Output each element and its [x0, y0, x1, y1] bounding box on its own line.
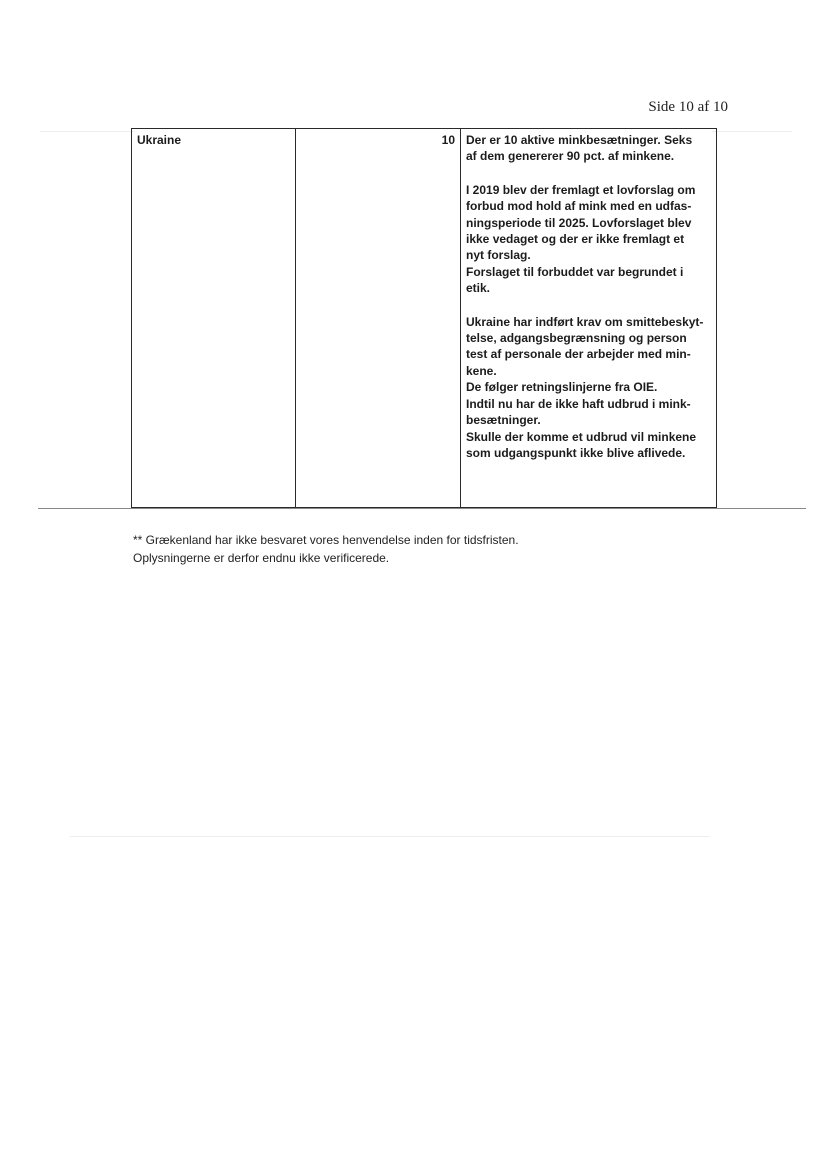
scan-artifact-line: [40, 131, 135, 132]
country-cell: Ukraine: [132, 129, 296, 508]
description-line: som udgangspunkt ikke blive aflivede.: [466, 445, 686, 460]
description-line: Ukraine har indført krav om smittebeskyt-: [466, 314, 704, 329]
description-block: [466, 314, 711, 462]
description-line: forbud mod hold af mink med en udfas-: [466, 199, 692, 214]
description-line: Indtil nu har de ikke haft udbrud i mink-: [466, 396, 691, 411]
description-line: Der er 10 aktive minkbesætninger. Seks: [466, 133, 693, 147]
description-block: [466, 132, 711, 165]
description-line: ikke vedaget og der er ikke fremlagt et: [466, 232, 685, 247]
footnote-line-2: Oplysningerne er derfor endnu ikke verificerede.: [133, 551, 390, 565]
footnote: [133, 531, 519, 567]
table-bottom-rule: [38, 508, 806, 509]
country-table: [131, 128, 717, 508]
footnote-line-1: ** Grækenland har ikke besvaret vores henvendelse inden for tidsfristen.: [133, 533, 519, 547]
scan-artifact-line: [712, 131, 792, 132]
page-number: Side 10 af 10: [648, 99, 728, 115]
description-line: etik.: [466, 281, 491, 296]
description-line: De følger retningslinjerne fra OIE.: [466, 380, 658, 395]
count-cell: 10: [296, 129, 461, 508]
description-line: nyt forslag.: [466, 248, 531, 263]
description-line: ningsperiode til 2025. Lovforslaget blev: [466, 215, 692, 230]
scan-artifact-line: [70, 836, 710, 837]
description-line: Forslaget til forbuddet var begrundet i: [466, 264, 684, 279]
description-line: besætninger.: [466, 413, 541, 428]
description-block: [466, 182, 711, 297]
country-table-wrapper: [131, 128, 712, 512]
description-line: test af personale der arbejder med min-: [466, 347, 691, 362]
table-row: [132, 129, 717, 508]
description-line: af dem genererer 90 pct. af minkene.: [466, 149, 675, 164]
description-line: kene.: [466, 363, 497, 378]
description-line: telse, adgangsbegrænsning og person: [466, 331, 687, 346]
description-line: I 2019 blev der fremlagt et lovforslag om: [466, 182, 696, 197]
description-cell: [461, 129, 717, 508]
description-line: Skulle der komme et udbrud vil minkene: [466, 429, 697, 444]
